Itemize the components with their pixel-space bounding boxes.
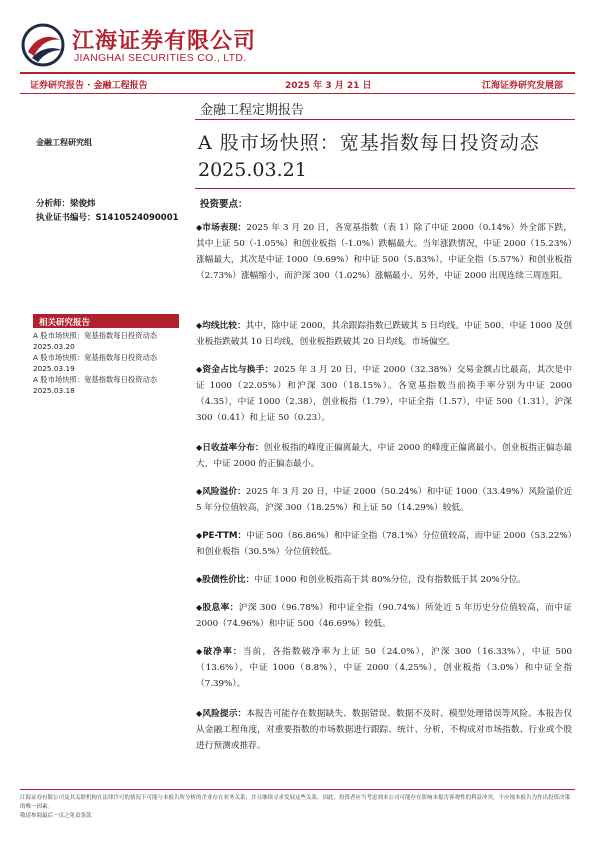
cert-number: S1410524090001: [95, 213, 179, 223]
key-point-text: 2025 年 3 月 20 日，中证 2000（32.38%）交易金额占比最高，其次是中证 1000（22.05%）和沪深 300（18.15%）。各宽基指数当前换手率分别为中证 2000（4.35），中证 1000（2.38），创业板指（1.79），中证全指（1.57），中证 500（1.31），沪深 300（0.41）和上证 50（0.23）。: [196, 365, 573, 423]
analyst-info: [36, 197, 179, 225]
footer: [20, 794, 575, 821]
key-point-text: 中证 500（86.86%）和中证全指（78.1%）分位值较高，而中证 2000（53.22%）和创业板指（30.5%）分位值较低。: [196, 531, 572, 557]
report-header-bar: [20, 72, 575, 94]
company-logo: [20, 22, 257, 68]
title-date: 2025.03.21: [198, 159, 307, 181]
key-point-text: 创业板指的峰度正偏离最大，中证 2000 的峰度正偏离最小。创业板指正偏态最大，中证 2000 的正偏态最小。: [196, 443, 573, 469]
jianghai-logo-icon: [20, 22, 66, 68]
key-point-label: 均线比较：: [202, 321, 246, 331]
key-point-market-performance: [196, 220, 572, 284]
divider: [195, 188, 575, 189]
key-point-label: 风险提示：: [202, 709, 247, 719]
footer-notice: 敬请参阅最后一页之免责条款: [20, 813, 92, 819]
key-point-moving-average: [196, 318, 572, 350]
key-point-capital-turnover: [196, 362, 572, 426]
company-name-cn: 江海证券有限公司: [72, 29, 257, 54]
key-point-label: 日收益率分布：: [202, 443, 264, 453]
diamond-bullet-icon: ◆: [196, 531, 203, 540]
footer-disclaimer: 江海证券有限公司及其关联机构在法律许可的情况下可能与本报告所分析的企业存在业务关系，并且继续寻求发展这些关系。因此，投资者应当考虑到本公司可能存在影响本报告客观性的利益冲突，不应视本报告为作出投资决策的唯一因素。: [20, 795, 571, 810]
key-point-text: 2025 年 3 月 20 日，中证 2000（50.24%）和中证 1000（33.49%）风险溢价近 5 年分位值较高，沪深 300（18.25%）和上证 50（14.29%）较低。: [196, 487, 573, 513]
divider: [20, 789, 575, 790]
key-point-below-book: [196, 644, 572, 692]
diamond-bullet-icon: ◆: [196, 709, 203, 718]
key-points-heading: 投资要点：: [200, 199, 248, 210]
related-report-link[interactable]: A 股市场快照：宽基指数每日投资动态 2025.03.18: [33, 375, 158, 395]
key-point-stock-bond: [196, 572, 572, 588]
key-point-label: 破净率：: [203, 647, 243, 657]
diamond-bullet-icon: ◆: [196, 487, 203, 496]
diamond-bullet-icon: ◆: [196, 365, 203, 374]
key-point-label: 风险溢价：: [202, 487, 246, 497]
key-point-text: 本报告可能存在数据缺失、数据错误、数据不及时、模型处理错误等风险。本报告仅从金融工程角度，对重要指数的市场数据进行跟踪、统计、分析，不构成对市场指数、行业或个股进行预测或推荐。: [196, 709, 573, 751]
related-report-link[interactable]: A 股市场快照：宽基指数每日投资动态 2025.03.20: [33, 331, 158, 351]
key-point-text: 中证 1000 和创业板指高于其 80%分位，没有指数低于其 20%分位。: [254, 575, 526, 585]
diamond-bullet-icon: ◆: [196, 443, 203, 452]
cert-label: 执业证书编号：: [36, 213, 96, 223]
diamond-bullet-icon: ◆: [196, 647, 204, 656]
related-report-link[interactable]: A 股市场快照：宽基指数每日投资动态 2025.03.19: [33, 353, 158, 373]
analyst-name: 梁俊炜: [70, 199, 96, 209]
key-point-return-distribution: [196, 440, 572, 472]
report-category: 证券研究报告 · 金融工程报告: [30, 81, 148, 91]
key-point-dividend: [196, 600, 572, 632]
key-point-label: 股息率：: [202, 603, 239, 613]
key-point-text: 沪深 300（96.78%）和中证全指（90.74%）所处近 5 年历史分位值较高，而中证 2000（74.96%）和中证 500（46.69%）较低。: [196, 603, 573, 629]
key-point-text: 其中，除中证 2000，其余跟踪指数已跌破其 5 日均线。中证 500、中证 1000 及创业板指跌破其 10 日均线，创业板指跌破其 20 日均线。市场偏空。: [196, 321, 573, 347]
key-point-text: 2025 年 3 月 20 日，各宽基指数（表 1）除了中证 2000（0.14%）外全部下跌，其中上证 50（-1.05%）和创业板指（-1.0%）跌幅最大。当年涨跌情况，中证 2000（15.23%）涨幅最大，其次是中证 1000（9.69%）和中证 500（5.83%），中证全指（5.57%）和创业板指（2.73%）涨幅缩小，而沪深 300（1.02%）涨幅最小。另外，中证 2000 出现连续三周连阳。: [196, 223, 573, 281]
divider: [195, 119, 575, 120]
related-reports-list: [33, 328, 179, 396]
diamond-bullet-icon: ◆: [196, 321, 203, 330]
diamond-bullet-icon: ◆: [196, 223, 203, 232]
report-type: 金融工程定期报告: [200, 103, 305, 118]
analyst-label: 分析师：: [36, 199, 71, 209]
key-point-label: 市场表现：: [202, 223, 247, 233]
key-point-label: 股债性价比：: [202, 575, 255, 585]
company-name-en: JIANGHAI SECURITIES CO., LTD.: [74, 52, 247, 64]
key-point-risk-premium: [196, 484, 572, 516]
diamond-bullet-icon: ◆: [196, 575, 203, 584]
key-point-text: 当前，各指数破净率为上证 50（24.0%），沪深 300（16.33%），中证 500（13.6%），中证 1000（8.8%），中证 2000（4.25%），创业板指（3.0%）和中证全指（7.39%）。: [196, 647, 572, 689]
key-point-risk-warning: [196, 706, 572, 754]
diamond-bullet-icon: ◆: [196, 603, 203, 612]
key-point-label: PE-TTM：: [202, 531, 247, 541]
report-date: 2025 年 3 月 21 日: [285, 81, 372, 91]
related-reports-heading: 相关研究报告: [33, 314, 179, 328]
key-point-pe-ttm: [196, 528, 572, 560]
research-group: 金融工程研究组: [36, 138, 92, 147]
key-point-label: 资金占比与换手：: [202, 365, 274, 375]
page-title: A 股市场快照：宽基指数每日投资动态: [198, 132, 540, 154]
related-reports: [33, 314, 179, 396]
department-name: 江海证券研究发展部: [481, 81, 563, 91]
